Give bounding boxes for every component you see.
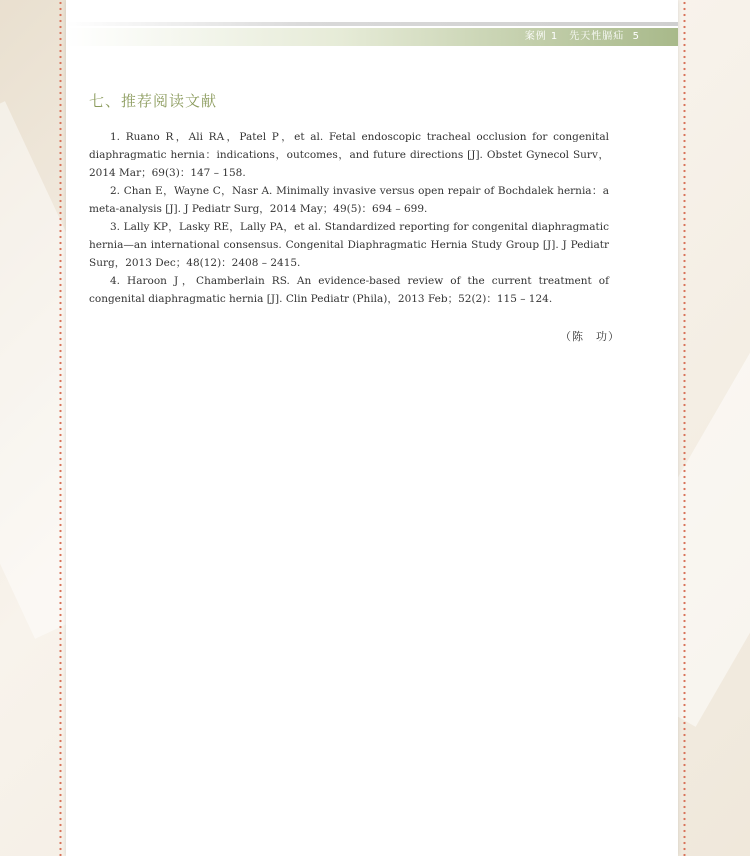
reference-item: 1. Ruano R，Ali RA，Patel P，et al. Fetal endoscopic tracheal occlusion for congenital diaphragmatic hernia：indications，outcomes，and future directions [J]. Obstet Gynecol Surv，2014 Mar；69(3)：147 – 158.: [89, 131, 609, 179]
reference-item: 4. Haroon J，Chamberlain RS. An evidence-based review of the current treatment of congenital diaphragmatic hernia [J]. Clin Pediatr (Phila)，2013 Feb；52(2)：115 – 124.: [89, 275, 609, 305]
author-signature: （陈 功）: [560, 330, 620, 343]
reference-list: [89, 128, 609, 308]
section-title: 七、推荐阅读文献: [89, 92, 218, 110]
left-dotted-border: [59, 0, 62, 856]
running-title: 案例 1 先天性膈疝: [524, 31, 625, 42]
right-dotted-border: [683, 0, 686, 856]
running-header: [66, 28, 678, 46]
reference-item: 3. Lally KP，Lasky RE，Lally PA，et al. Standardized reporting for congenital diaphragmatic hernia—an international consensus. Congenital Diaphragmatic Hernia Study Group [J]. J Pediatr Surg，2013 Dec；48(12)：2408 – 2415.: [89, 221, 609, 269]
page-number: 5: [632, 31, 640, 42]
reference-item: 2. Chan E，Wayne C，Nasr A. Minimally invasive versus open repair of Bochdalek hernia：a meta-analysis [J]. J Pediatr Surg，2014 May；49(5)：694 – 699.: [89, 185, 609, 215]
running-header-text: [525, 29, 640, 45]
top-rule: [66, 22, 678, 26]
